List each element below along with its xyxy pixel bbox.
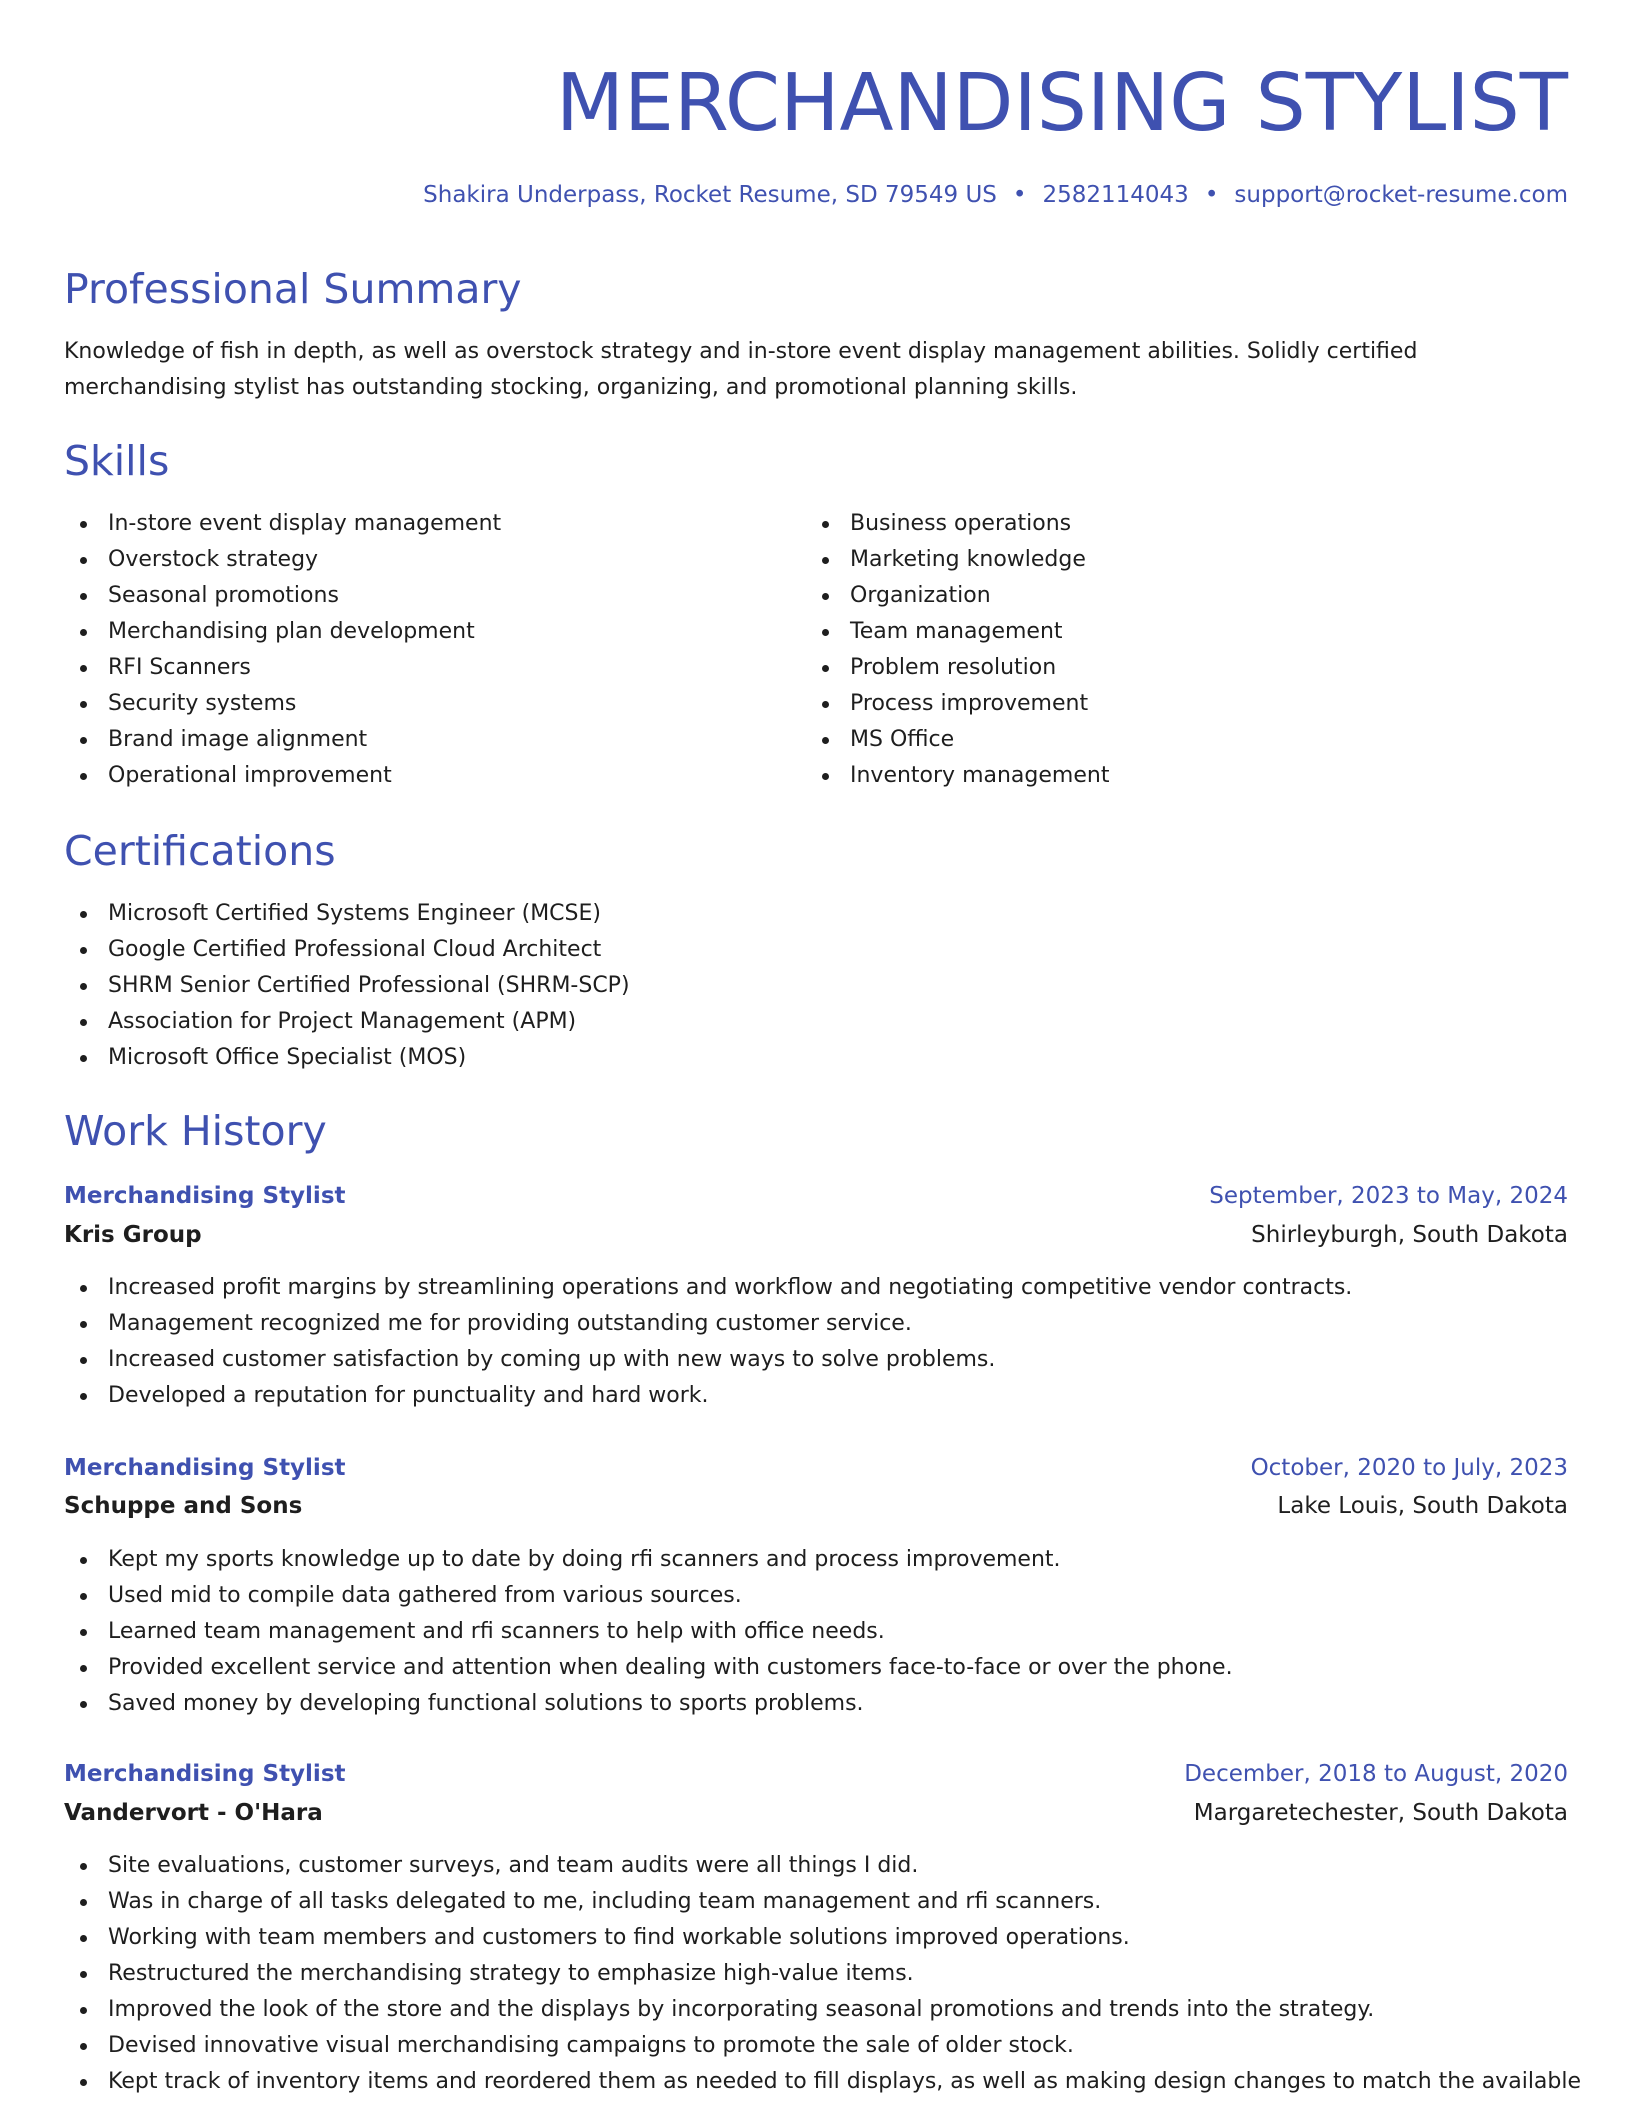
certifications-list <box>64 896 630 1076</box>
skills-list-left <box>64 506 501 794</box>
skills-heading: Skills <box>64 437 170 485</box>
job-dates: October, 2020 to July, 2023 <box>1250 1455 1568 1481</box>
job-company-row <box>64 1488 1568 1524</box>
job-company-row <box>64 1795 1568 1831</box>
skill-item: Merchandising plan development <box>64 614 501 650</box>
skill-item: Organization <box>806 578 1109 614</box>
contact-address: Shakira Underpass, Rocket Resume, SD 79549 US <box>423 182 997 208</box>
summary-text: Knowledge of fish in depth, as well as overstock strategy and in-store event display management abilities. Solidly certified merchandising stylist has outstanding stocking, organizing, and promotional planning skills. <box>64 339 1418 400</box>
job-location: Margaretechester, South Dakota <box>1193 1800 1568 1826</box>
contact-separator: • <box>1204 182 1219 208</box>
job-bullet: Improved the look of the store and the displays by incorporating seasonal promotions and trends into the strategy. <box>64 1992 1581 2028</box>
candidate-name: MERCHANDISING STYLIST <box>555 57 1568 149</box>
job-location: Lake Louis, South Dakota <box>1277 1493 1568 1519</box>
job-bullet: Used mid to compile data gathered from various sources. <box>64 1578 1233 1614</box>
job-title: Merchandising Stylist <box>64 1455 346 1481</box>
skill-item: In-store event display management <box>64 506 501 542</box>
job-bullet: Provided excellent service and attention when dealing with customers face-to-face or over the phone. <box>64 1650 1233 1686</box>
job-bullet: Learned team management and rfi scanners to help with office needs. <box>64 1614 1233 1650</box>
job-bullets <box>64 1270 1352 1414</box>
skill-item: Seasonal promotions <box>64 578 501 614</box>
skill-item: Business operations <box>806 506 1109 542</box>
job-bullet: Increased customer satisfaction by coming up with new ways to solve problems. <box>64 1342 1352 1378</box>
summary-heading: Professional Summary <box>64 265 522 313</box>
job-header-row <box>64 1178 1568 1214</box>
skill-item: Marketing knowledge <box>806 542 1109 578</box>
job-bullet: Developed a reputation for punctuality and hard work. <box>64 1378 1352 1414</box>
skill-item: Inventory management <box>806 758 1109 794</box>
job-bullet: Restructured the merchandising strategy to emphasize high-value items. <box>64 1956 1581 1992</box>
skill-item: RFI Scanners <box>64 650 501 686</box>
certification-item: Association for Project Management (APM) <box>64 1004 630 1040</box>
certification-item: Google Certified Professional Cloud Architect <box>64 932 630 968</box>
job-bullet: Devised innovative visual merchandising campaigns to promote the sale of older stock. <box>64 2028 1581 2064</box>
skill-item: Security systems <box>64 686 501 722</box>
skill-item: Operational improvement <box>64 758 501 794</box>
contact-email[interactable]: support@rocket-resume.com <box>1234 182 1568 208</box>
skill-item: Process improvement <box>806 686 1109 722</box>
contact-line <box>423 180 1568 210</box>
job-header-row <box>64 1756 1568 1792</box>
job-bullet: Working with team members and customers to find workable solutions improved operations. <box>64 1920 1581 1956</box>
job-header-row <box>64 1450 1568 1486</box>
skill-item: Problem resolution <box>806 650 1109 686</box>
skill-item: Brand image alignment <box>64 722 501 758</box>
job-company-row <box>64 1217 1568 1253</box>
skill-item: MS Office <box>806 722 1109 758</box>
job-title: Merchandising Stylist <box>64 1761 346 1787</box>
job-company: Schuppe and Sons <box>64 1493 303 1519</box>
job-location: Shirleyburgh, South Dakota <box>1251 1222 1568 1248</box>
job-bullet: Management recognized me for providing outstanding customer service. <box>64 1306 1352 1342</box>
certification-item: Microsoft Office Specialist (MOS) <box>64 1040 630 1076</box>
job-company: Kris Group <box>64 1222 202 1248</box>
certifications-heading: Certifications <box>64 827 336 875</box>
job-bullet: Saved money by developing functional solutions to sports problems. <box>64 1686 1233 1722</box>
certification-item: Microsoft Certified Systems Engineer (MCSE) <box>64 896 630 932</box>
job-bullets <box>64 1848 1581 2100</box>
job-bullets <box>64 1542 1233 1722</box>
contact-phone[interactable]: 2582114043 <box>1042 182 1189 208</box>
job-bullet: Increased profit margins by streamlining operations and workflow and negotiating competitive vendor contracts. <box>64 1270 1352 1306</box>
work-history-heading: Work History <box>64 1107 327 1155</box>
job-dates: December, 2018 to August, 2020 <box>1184 1761 1568 1787</box>
skills-list-right <box>806 506 1109 794</box>
skill-item: Overstock strategy <box>64 542 501 578</box>
contact-separator: • <box>1012 182 1027 208</box>
resume-page <box>64 0 1582 2094</box>
certification-item: SHRM Senior Certified Professional (SHRM-SCP) <box>64 968 630 1004</box>
skill-item: Team management <box>806 614 1109 650</box>
job-dates: September, 2023 to May, 2024 <box>1209 1183 1568 1209</box>
job-bullet: Kept my sports knowledge up to date by doing rfi scanners and process improvement. <box>64 1542 1233 1578</box>
job-bullet: Kept track of inventory items and reordered them as needed to fill displays, as well as making design changes to match the available <box>64 2064 1581 2100</box>
job-bullet: Site evaluations, customer surveys, and team audits were all things I did. <box>64 1848 1581 1884</box>
job-title: Merchandising Stylist <box>64 1183 346 1209</box>
job-company: Vandervort - O'Hara <box>64 1800 323 1826</box>
job-bullet: Was in charge of all tasks delegated to me, including team management and rfi scanners. <box>64 1884 1581 1920</box>
